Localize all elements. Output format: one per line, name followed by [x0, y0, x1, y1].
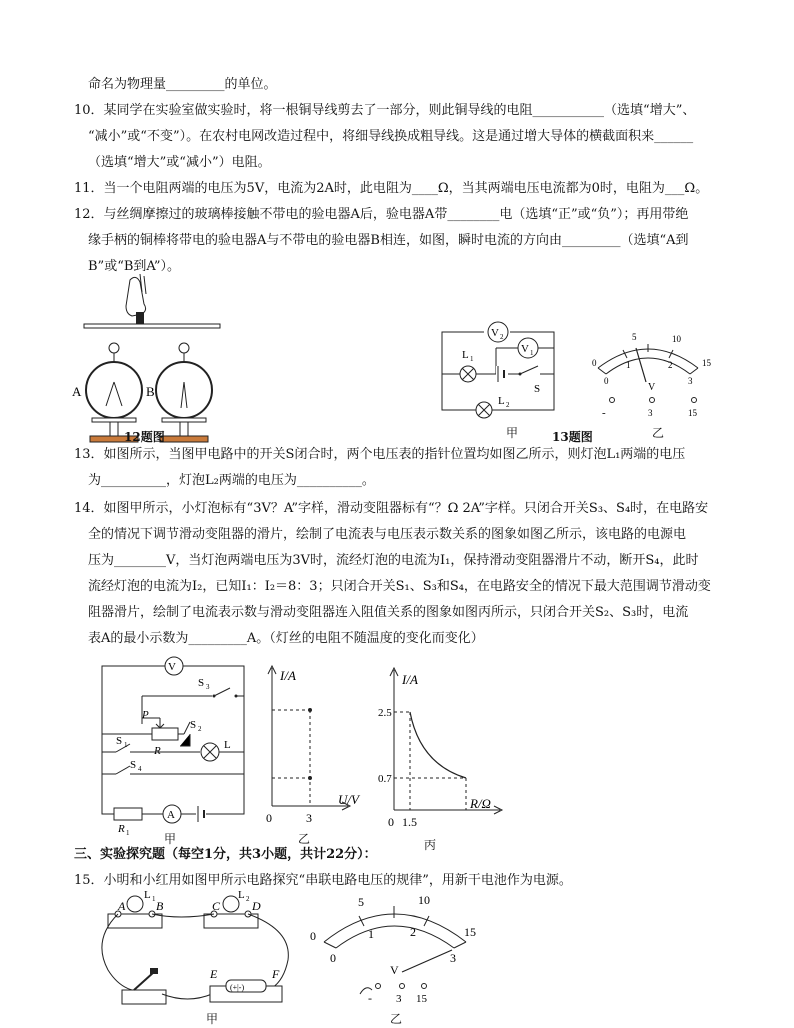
fig15-f: F: [272, 967, 280, 981]
fig13-terminal-3: 3: [648, 408, 653, 418]
text-line-1: 命名为物理量_________的单位。: [88, 77, 277, 92]
question-14-line-6: 表A的最小示数为_________A。（灯丝的电阻不随温度的变化而变化）: [88, 631, 484, 646]
fig14c-y-tick-2-5: 2.5: [378, 707, 392, 719]
fig13-v2: V: [491, 327, 499, 339]
question-14-line-1: 14．如图甲所示，小灯泡标有“3V？A”字样，滑动变阻器标有“？Ω 2A”字样。只闭合开关S₃、S₄时，在电路安: [74, 501, 709, 516]
fig14-s2-sub: 2: [198, 725, 202, 733]
fig14-p: P: [142, 709, 149, 721]
fig13-bottom-tick-2: 2: [668, 360, 673, 370]
question-10-line-1: 10．某同学在实验室做实验时，将一根铜导线剪去了一部分，则此铜导线的电阻___________（选填“增大”、: [74, 103, 696, 118]
fig15-caption-jia: 甲: [206, 1012, 219, 1026]
fig13-bottom-tick-3: 3: [688, 376, 693, 386]
fig15b-top-tick-5: 5: [358, 895, 364, 909]
fig13-bottom-tick-1: 1: [626, 360, 631, 370]
fig15b-v: V: [390, 963, 399, 977]
fig13-l2: L: [498, 395, 505, 407]
figure-14-graph-bing: [380, 664, 510, 830]
figure-15-voltmeter: [306, 890, 486, 1014]
fig15b-terminal-15: 15: [416, 993, 427, 1005]
fig14b-ylabel: I/A: [280, 668, 296, 683]
fig14-caption-bing: 丙: [424, 838, 437, 852]
fig15b-top-tick-15: 15: [464, 925, 476, 939]
fig15-c: C: [212, 899, 221, 913]
fig13-top-tick-5: 5: [632, 332, 637, 342]
question-14-line-4: 流经灯泡的电流为I₂，已知I₁：I₂＝8：3；只闭合开关S₁、S₃和S₄，在电路安全的情况下最大范围调节滑动变: [88, 579, 711, 594]
fig14b-origin: 0: [266, 811, 272, 825]
fig13-terminal-neg: -: [602, 407, 606, 419]
fig13-v1-sub: 1: [530, 349, 534, 357]
fig13-top-tick-0: 0: [592, 358, 597, 368]
fig12-label-a: A: [72, 384, 82, 399]
section-3-heading: 三、实验探究题（每空1分，共3小题，共计22分）：: [74, 847, 377, 862]
fig14-s2: S: [190, 719, 197, 731]
fig14-s1-sub: 1: [124, 741, 128, 749]
fig15-l1: L: [144, 889, 151, 901]
fig15b-terminal-3: 3: [396, 993, 402, 1005]
fig14-r: R: [154, 745, 161, 757]
figure-13-circuit: [436, 318, 566, 422]
fig14c-origin: 0: [388, 815, 394, 829]
fig14-s3: S: [198, 677, 205, 689]
fig15-l1-sub: 1: [152, 895, 156, 903]
fig15-l2-sub: 2: [246, 895, 250, 903]
fig12-label-b: B: [146, 384, 155, 399]
question-14-line-5: 阻器滑片，绘制了电流表示数与滑动变阻器连入阻值关系的图象如图丙所示，只闭合开关S₂、S₃时，电流: [88, 605, 689, 620]
fig14-v: V: [168, 661, 176, 673]
fig15-d: D: [252, 899, 261, 913]
question-13-line-1: 13．如图所示，当图甲电路中的开关S闭合时，两个电压表的指针位置均如图乙所示，则灯泡L₁两端的电压: [74, 447, 686, 462]
fig15-caption-yi: 乙: [390, 1012, 403, 1026]
fig13-yi: 乙: [652, 426, 665, 440]
fig13-s: S: [534, 383, 541, 395]
fig14-r1: R: [118, 823, 125, 835]
question-12-line-3: B”或“B到A”）。: [88, 259, 181, 274]
fig14-a: A: [167, 809, 175, 821]
fig15b-bottom-tick-1: 1: [368, 927, 374, 941]
fig13-meter-v: V: [648, 382, 656, 393]
question-12-line-2: 缘手柄的铜棒将带电的验电器A与不带电的验电器B相连，如图，瞬时电流的方向由_________（选填“A到: [88, 233, 689, 248]
fig15-b: B: [156, 899, 164, 913]
fig14c-ylabel: I/A: [402, 672, 418, 687]
fig15-battery: (+|-): [230, 983, 245, 992]
fig14b-xlabel: U/V: [338, 792, 359, 807]
fig14c-xlabel: R/Ω: [470, 796, 491, 811]
fig15b-top-tick-0: 0: [310, 929, 316, 943]
fig13-caption: 13题图: [552, 430, 593, 444]
fig15b-terminal-neg: -: [368, 991, 372, 1005]
figure-12-electroscopes: [70, 272, 250, 444]
fig13-v1: V: [521, 343, 529, 355]
fig14-s1: S: [116, 735, 123, 747]
question-10-line-2: “减小”或“不变”）。在农村电网改造过程中，将细导线换成粗导线。这是通过增大导体的横截面积来______: [88, 129, 694, 144]
fig14-caption-yi: 乙: [298, 832, 311, 846]
question-13-line-2: 为__________，灯泡L₂两端的电压为__________。: [88, 473, 375, 488]
fig15b-bottom-tick-3: 3: [450, 951, 456, 965]
fig13-jia: 甲: [506, 426, 519, 440]
fig13-l2-sub: 2: [506, 401, 510, 409]
fig15b-bottom-tick-2: 2: [410, 925, 416, 939]
question-14-line-2: 全的情况下调节滑动变阻器的滑片，绘制了电流表与电压表示数关系的图象如图乙所示，该电路的电源电: [88, 527, 687, 542]
fig15-a: A: [118, 899, 126, 913]
fig14-l: L: [224, 739, 231, 751]
figure-15-circuit: [92, 890, 312, 1014]
fig13-l1-sub: 1: [470, 355, 474, 363]
fig12-caption: 12题图: [124, 430, 165, 444]
fig15b-bottom-tick-0: 0: [330, 951, 336, 965]
question-14-line-3: 压为________V，当灯泡两端电压为3V时，流经灯泡的电流为I₁，保持滑动变阻器滑片不动，断开S₄，此时: [88, 553, 699, 568]
fig13-top-tick-15: 15: [702, 358, 711, 368]
fig13-v2-sub: 2: [500, 333, 504, 341]
fig14c-x-tick: 1.5: [402, 815, 417, 829]
question-10-line-3: （选填“增大”或“减小”）电阻。: [88, 155, 271, 170]
fig14-s4-sub: 4: [138, 765, 142, 773]
fig14-caption-jia: 甲: [164, 832, 177, 846]
fig15-e: E: [210, 967, 218, 981]
fig13-top-tick-10: 10: [672, 334, 681, 344]
question-11: 11．当一个电阻两端的电压为5V，电流为2A时，此电阻为____Ω，当其两端电压电流都为0时，电阻为___Ω。: [74, 181, 709, 196]
fig14-s4: S: [130, 759, 137, 771]
fig14-s3-sub: 3: [206, 683, 210, 691]
fig14-r1-sub: 1: [126, 829, 130, 837]
fig13-terminal-15: 15: [688, 408, 697, 418]
fig14b-x-tick: 3: [306, 811, 312, 825]
figure-13-voltmeter: [584, 326, 714, 420]
fig13-l1: L: [462, 349, 469, 361]
fig14c-y-tick-0-7: 0.7: [378, 773, 392, 785]
question-12-line-1: 12．与丝绸摩擦过的玻璃棒接触不带电的验电器A后，验电器A带________电（选填“正”或“负”）；再用带绝: [74, 207, 689, 222]
fig15-l2: L: [238, 889, 245, 901]
question-15-line-1: 15．小明和小红用如图甲所示电路探究“串联电路电压的规律”，用新干电池作为电源。: [74, 873, 572, 888]
figure-14-circuit: [94, 656, 254, 836]
fig13-bottom-tick-0: 0: [604, 376, 609, 386]
figure-14-graph-yi: [262, 660, 372, 826]
fig15b-top-tick-10: 10: [418, 893, 430, 907]
